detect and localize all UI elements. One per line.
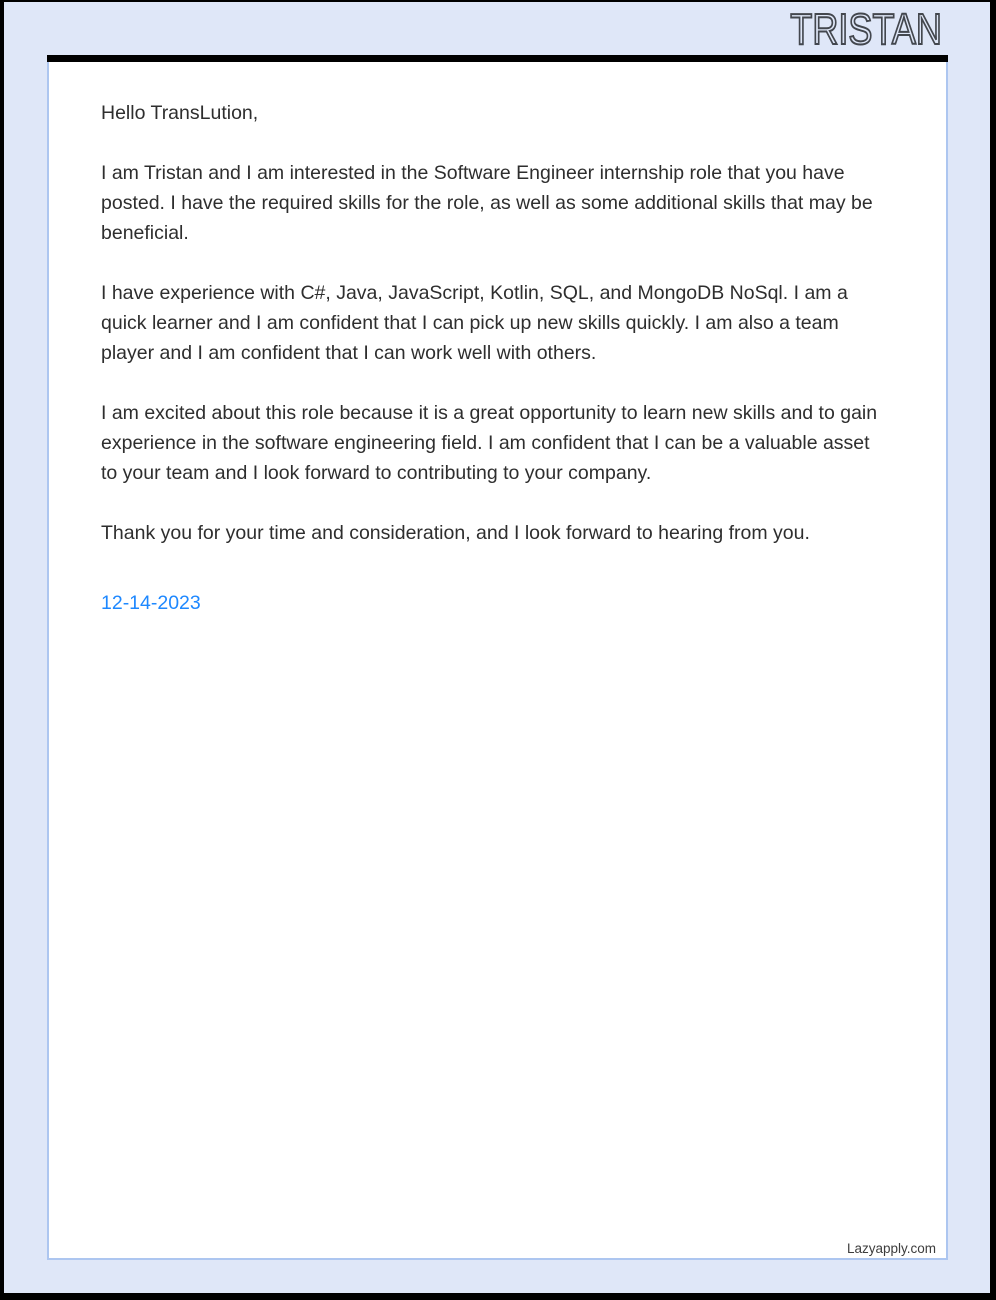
brand-logo: TRISTAN (790, 5, 942, 54)
letter-greeting: Hello TransLution, (101, 102, 259, 124)
letter-paragraph: I am excited about this role because it is a great opportunity to learn new skills and to gain experience in the software engineering field. I am confident that I can be a valuable asset to your team and I look forward to contributing to your company. (101, 402, 878, 484)
watermark-link[interactable]: Lazyapply.com (846, 1241, 936, 1256)
letter-closing: Thank you for your time and consideration, and I look forward to hearing from you. (101, 522, 810, 544)
letter-paragraph: I have experience with C#, Java, JavaScript, Kotlin, SQL, and MongoDB NoSql. I am a quick learner and I am confident that I can pick up new skills quickly. I am also a team player and I am confident that I can work well with others. (101, 282, 848, 364)
letter-body (49, 62, 946, 618)
letter-page (47, 62, 948, 1260)
letter-paragraph: I am Tristan and I am interested in the Software Engineer internship role that you have posted. I have the required skills for the role, as well as some additional skills that may be beneficial. (101, 162, 873, 244)
page-top-divider (47, 55, 948, 62)
letter-date-link[interactable]: 12-14-2023 (101, 592, 201, 614)
